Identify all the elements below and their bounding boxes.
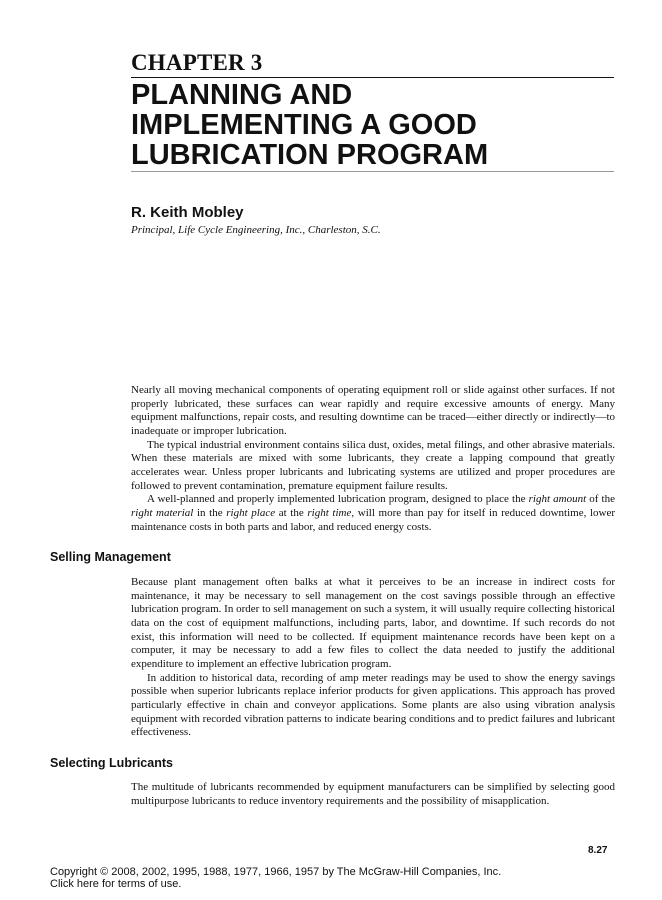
chapter-title-line: IMPLEMENTING A GOOD bbox=[131, 109, 477, 141]
text-run: at the bbox=[275, 506, 308, 519]
copyright-notice: Copyright © 2008, 2002, 1995, 1988, 1977, 1966, 1957 by The McGraw-Hill Companies, Inc. bbox=[50, 866, 502, 878]
chapter-title bbox=[131, 80, 621, 170]
author-name: R. Keith Mobley bbox=[131, 204, 244, 221]
text-run: will more than pay for itself in reduced downtime, lower maintenance costs in both parts and labor, and reduced energy costs. bbox=[131, 506, 616, 533]
selecting-paragraph-1: The multitude of lubricants recommended by equipment manufacturers can be simplified by selecting good multipurpose lubricants to reduce inventory requirements and the possibility of misapplication. bbox=[131, 781, 615, 807]
selecting-section bbox=[131, 781, 615, 808]
intro-paragraph-2: The typical industrial environment contains silica dust, oxides, metal filings, and other abrasive materials. When these materials are mixed with some lubricants, they create a lapping compound that greatly accelerates wear. Unless proper lubricants and lubricating systems are utilized and proper procedures are followed to prevent contamination, premature equipment failure results. bbox=[131, 438, 615, 492]
text-run: A well-planned and properly implemented lubrication program, designed to place the bbox=[147, 493, 529, 506]
section-heading-selling-management: Selling Management bbox=[50, 550, 171, 564]
intro-paragraph-1: Nearly all moving mechanical components of operating equipment roll or slide against other surfaces. If not properly lubricated, these surfaces can wear rapidly and require excessive amounts of energy. Many equipment malfunctions, repair costs, and resulting downtime can be traced—either directly or indirectly—to inadequate or improper lubrication. bbox=[131, 384, 615, 437]
selling-paragraph-2: In addition to historical data, recording of amp meter readings may be used to show the energy savings possible when superior lubricants replace inferior products for given applications. This approach has proved particularly effective in chain and conveyor applications. Some plants are also using vibration analysis equipment with recorded vibration patterns to indicate bearing conditions and to predict failures and lubricant effectiveness. bbox=[131, 671, 615, 739]
chapter-title-line: LUBRICATION PROGRAM bbox=[131, 139, 489, 171]
chapter-rule-top bbox=[131, 77, 614, 78]
text-run: in the bbox=[193, 506, 227, 519]
emphasis-right-time: right time, bbox=[307, 506, 355, 519]
chapter-label: CHAPTER 3 bbox=[131, 50, 263, 75]
text-run: of the bbox=[586, 493, 615, 506]
page-number: 8.27 bbox=[588, 845, 608, 856]
author-affiliation: Principal, Life Cycle Engineering, Inc., Charleston, S.C. bbox=[131, 224, 381, 236]
selling-paragraph-1: Because plant management often balks at what it perceives to be an increase in indirect costs for maintenance, it may be necessary to sell management on the cost savings possible through an effective lubrication program. In order to sell management on such a system, it will usually require collecting historical data on the cost of equipment malfunctions, including parts, labor, and downtime. If such records do not exist, this information will need to be collected. If equipment maintenance records have been kept on a computer, it may be necessary to add a few files to collect the data needed to justify the additional expenditure to implement an effective lubrication program. bbox=[131, 576, 615, 670]
intro-section bbox=[131, 384, 615, 534]
emphasis-right-amount: right amount bbox=[528, 493, 587, 506]
emphasis-right-place: right place bbox=[226, 506, 276, 519]
emphasis-right-material: right material bbox=[131, 506, 194, 519]
terms-of-use-link[interactable]: Click here for terms of use. bbox=[50, 878, 182, 890]
selling-section bbox=[131, 576, 615, 740]
chapter-rule-bottom bbox=[131, 171, 614, 172]
section-heading-selecting-lubricants: Selecting Lubricants bbox=[50, 756, 173, 770]
chapter-title-line: PLANNING AND bbox=[131, 79, 353, 111]
intro-paragraph-3 bbox=[131, 493, 615, 534]
